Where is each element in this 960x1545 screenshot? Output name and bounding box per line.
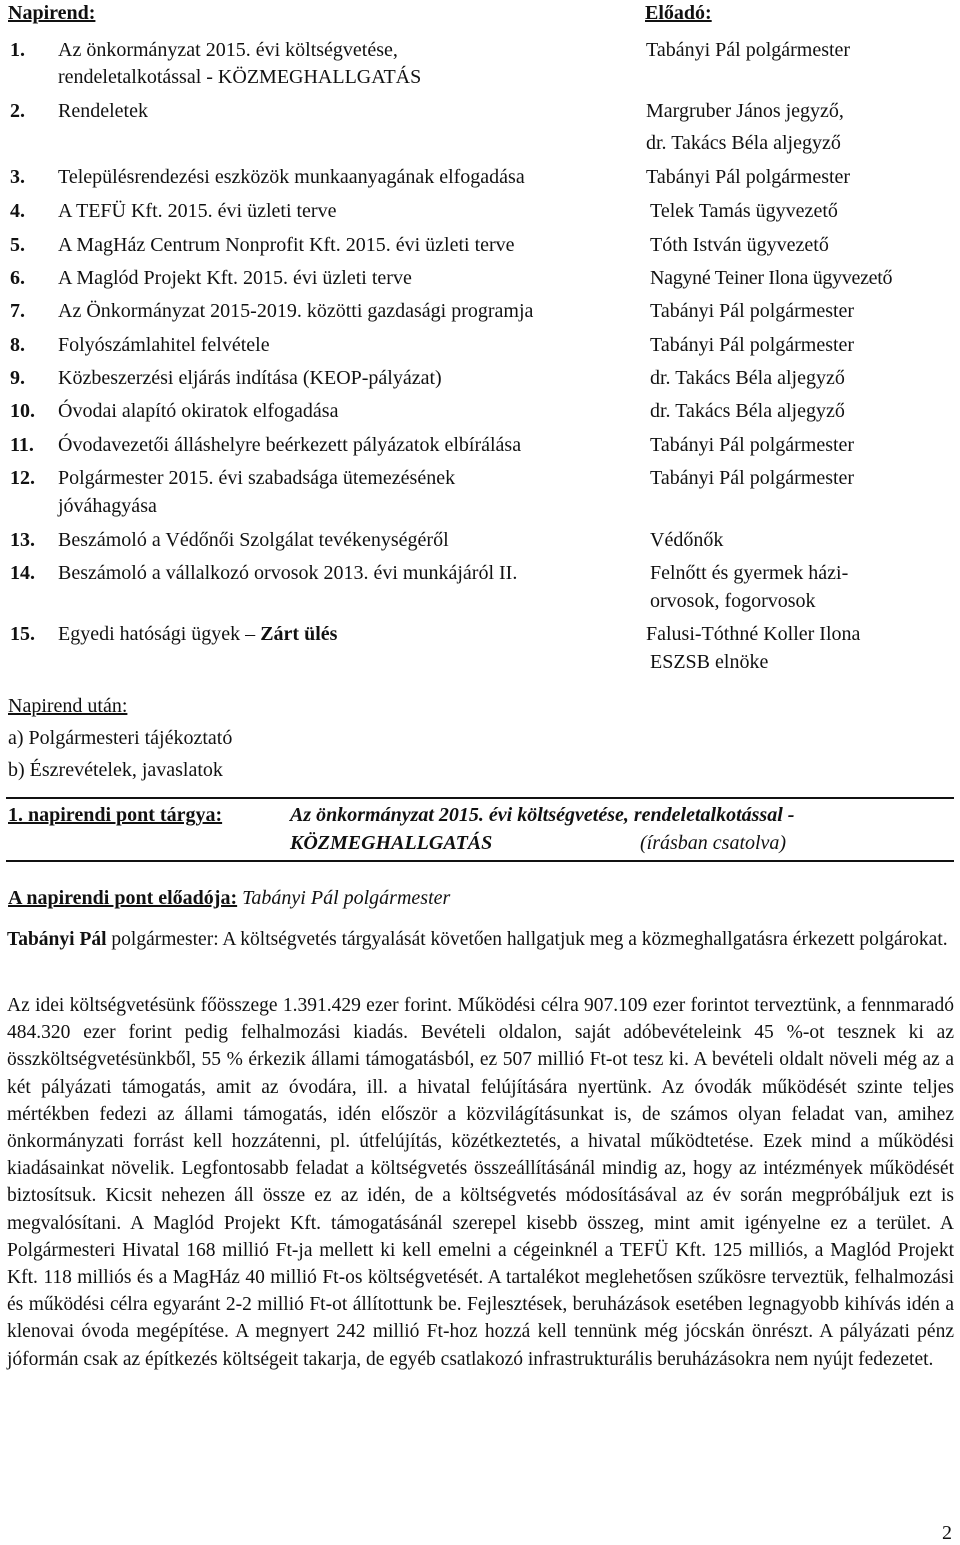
after-agenda-item-a: a) Polgármesteri tájékoztató — [8, 727, 233, 749]
agenda-number: 3. — [10, 166, 25, 188]
agenda-number: 2. — [10, 100, 25, 122]
agenda-number: 11. — [10, 434, 34, 456]
agenda-title-text: Egyedi hatósági ügyek – — [58, 623, 261, 645]
speech-intro — [7, 926, 954, 953]
agenda-heading: Napirend: — [8, 2, 96, 24]
speech-body: Az idei költségvetésünk főösszege 1.391.429 ezer forint. Működési célra 907.109 ezer forintot terveztünk, a fennmaradó 484.320 ezer forint pedig felhalmozási kiadás. Bevételi oldalon, saját adóbevételeink 45 %-ot tesznek ki az összköltségvetésünkből, 55 % érkezik állami támogatásból, ez 507 millió Ft-ot tesz ki. A bevételi oldalt növeli még az a két pályázati támogatás, amit az óvodára, ill. a hivatal felújítására nyertünk. Az óvodák működését szinte teljes mértékben fedezi az állami támogatás, idén először a közvilágításunkat is, de számos olyan feladat van, amihez önkormányzati forrást kell hozzátenni, pl. útfelújítás, közétkeztetés, a hivatal működtetése. Ezek mind a működési kiadásainkat növelik. Legfontosabb feladat a költségvetés összeállításánál mindig az, hogy az intézmények működését biztosítsuk. Kicsit nehezen áll össze ez az idén, de a költségvetés módosításával az év során megpróbáljuk ezt is megvalósítani. A Maglód Projekt Kft. támogatásánál szerepel kisebb összeg, mint amit igényelne ez a terület. A Polgármesteri Hivatal 168 millió Ft-ja mellett ki kell emelni a cégeinknél a TEFÜ Kft. 125 milliós, a Maglód Projekt Kft. 118 milliós és a MagHáz 40 millió Ft-os költségvetését. A tartalékot meglehetősen szűkösre terveztük, felhalmozási és működési célra egyaránt 2-2 millió Ft-ot állítottunk be. Fejlesztések, beruházások esetében legnagyobb kihívás idén a klenovai óvoda megépítése. A megnyert 242 millió Ft-hoz hozzá kell tennünk még jócskán önrészt. A pályázati pénz jóformán csak az építkezés költségeit takarja, de egyéb csatlakozó infrastrukturális beruházásokra nem nyújt fedezetet. — [7, 995, 954, 1370]
agenda-presenter: Tabányi Pál polgármester — [650, 300, 855, 322]
topic-title: Az önkormányzat 2015. évi költségvetése, rendeletalkotással - — [290, 804, 795, 826]
agenda-presenter: Falusi-Tóthné Koller Ilona — [646, 623, 861, 645]
agenda-number: 10. — [10, 400, 35, 422]
presenter-label: A napirendi pont előadója: — [8, 887, 238, 909]
agenda-presenter-cont: ESZSB elnöke — [650, 651, 769, 673]
divider-top — [6, 797, 954, 799]
agenda-presenter: Tabányi Pál polgármester — [646, 166, 851, 188]
speech-intro-text: polgármester: A költségvetés tárgyalását követően hallgatjuk meg a közmeghallgatásra érkezett polgárokat. — [111, 929, 948, 950]
speaker-name: Tabányi Pál — [7, 929, 107, 950]
topic-title-cont: KÖZMEGHALLGATÁS — [290, 832, 493, 854]
agenda-title: Településrendezési eszközök munkaanyagának elfogadása — [58, 166, 525, 188]
agenda-title: Rendeletek — [58, 100, 148, 122]
agenda-number: 14. — [10, 562, 35, 584]
agenda-title — [58, 623, 337, 646]
agenda-presenter: Tabányi Pál polgármester — [650, 334, 855, 356]
agenda-presenter: Nagyné Teiner Ilona ügyvezető — [650, 267, 893, 289]
agenda-number: 6. — [10, 267, 25, 289]
presenter-heading: Előadó: — [645, 2, 712, 24]
agenda-number: 12. — [10, 467, 35, 489]
agenda-presenter: dr. Takács Béla aljegyző — [650, 400, 845, 422]
agenda-title: Óvodai alapító okiratok elfogadása — [58, 400, 339, 422]
agenda-number: 5. — [10, 234, 25, 256]
agenda-presenter-cont: dr. Takács Béla aljegyző — [646, 132, 841, 154]
agenda-title: Közbeszerzési eljárás indítása (KEOP-pályázat) — [58, 367, 442, 389]
agenda-presenter: Tóth István ügyvezető — [650, 234, 829, 256]
agenda-number: 1. — [10, 39, 25, 61]
topic-label: 1. napirendi pont tárgya: — [8, 804, 223, 826]
page-number: 2 — [942, 1522, 952, 1544]
agenda-number: 9. — [10, 367, 25, 389]
agenda-title: Beszámoló a Védőnői Szolgálat tevékenységéről — [58, 529, 449, 551]
agenda-presenter: Védőnők — [650, 529, 724, 551]
agenda-presenter: Telek Tamás ügyvezető — [650, 200, 838, 222]
agenda-number: 15. — [10, 623, 35, 645]
agenda-title: Polgármester 2015. évi szabadsága ütemezésének — [58, 467, 456, 489]
agenda-presenter: Tabányi Pál polgármester — [650, 434, 855, 456]
closed-session-label: Zárt ülés — [260, 623, 338, 645]
divider-bottom — [6, 860, 954, 862]
agenda-title: Folyószámlahitel felvétele — [58, 334, 270, 356]
agenda-title: Óvodavezetői álláshelyre beérkezett pályázatok elbírálása — [58, 434, 522, 456]
agenda-presenter-cont: orvosok, fogorvosok — [650, 590, 816, 612]
agenda-number: 8. — [10, 334, 25, 356]
presenter-line — [8, 887, 450, 910]
after-agenda-heading: Napirend után: — [8, 695, 128, 717]
agenda-presenter: Tabányi Pál polgármester — [650, 467, 855, 489]
agenda-title: Az Önkormányzat 2015-2019. közötti gazdasági programja — [58, 300, 534, 322]
agenda-title: A Maglód Projekt Kft. 2015. évi üzleti terve — [58, 267, 412, 289]
agenda-presenter: Felnőtt és gyermek házi- — [650, 562, 849, 584]
agenda-number: 7. — [10, 300, 25, 322]
presenter-name: Tabányi Pál polgármester — [242, 887, 451, 909]
agenda-title: A TEFÜ Kft. 2015. évi üzleti terve — [58, 200, 337, 222]
agenda-title: Beszámoló a vállalkozó orvosok 2013. évi munkájáról II. — [58, 562, 518, 584]
agenda-title: Az önkormányzat 2015. évi költségvetése, — [58, 39, 398, 61]
agenda-title-cont: rendeletalkotással - KÖZMEGHALLGATÁS — [58, 66, 422, 88]
agenda-presenter: Tabányi Pál polgármester — [646, 39, 851, 61]
topic-note: (írásban csatolva) — [640, 832, 787, 854]
agenda-presenter: dr. Takács Béla aljegyző — [650, 367, 845, 389]
after-agenda-item-b: b) Észrevételek, javaslatok — [8, 759, 223, 781]
agenda-title: A MagHáz Centrum Nonprofit Kft. 2015. évi üzleti terve — [58, 234, 515, 256]
agenda-number: 4. — [10, 200, 25, 222]
agenda-presenter: Margruber János jegyző, — [646, 100, 844, 122]
agenda-number: 13. — [10, 529, 35, 551]
agenda-title-cont: jóváhagyása — [58, 495, 157, 517]
